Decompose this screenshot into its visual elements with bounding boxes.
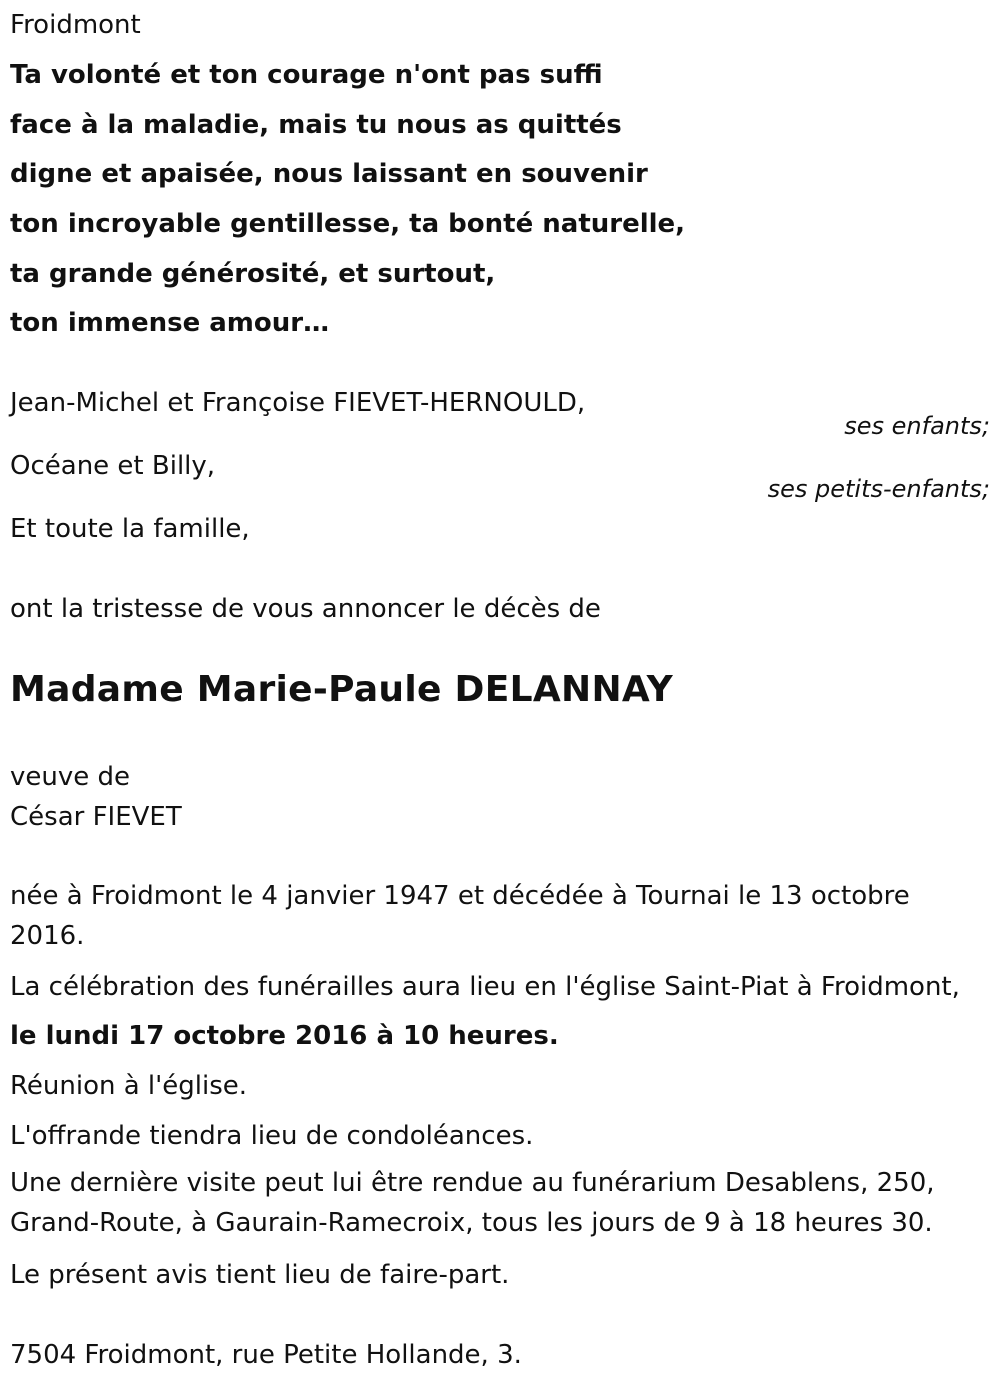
ceremony-text: La célébration des funérailles aura lieu en l'église Saint-Piat à Froidmont, [10,972,960,1002]
grandchildren-names: Océane et Billy, [10,451,216,481]
visit-text: Une dernière visite peut lui être rendue au funérarium Desablens, 250, Grand-Route, à Gaurain-Ramecroix, tous les jours de 9 à 18 heures 30. [10,1168,935,1238]
widow-label: veuve de [10,762,131,792]
town-heading: Froidmont [10,10,141,40]
offering-text: L'offrande tiendra lieu de condoléances. [10,1121,534,1151]
grandchildren-role: ses petits-enfants; [767,475,990,503]
birth-death-text: née à Froidmont le 4 janvier 1947 et décédée à Tournai le 13 octobre 2016. [10,881,910,951]
poem-line: face à la maladie, mais tu nous as quittés [10,110,622,140]
notice-text: Le présent avis tient lieu de faire-part. [10,1260,510,1290]
children-role: ses enfants; [844,412,990,440]
ceremony-date: le lundi 17 octobre 2016 à 10 heures. [10,1021,559,1051]
announcement: ont la tristesse de vous annoncer le décès de [10,594,601,624]
children-names: Jean-Michel et Françoise FIEVET-HERNOULD, [10,388,586,418]
spouse-name: César FIEVET [10,802,182,832]
poem-line: Ta volonté et ton courage n'ont pas suffi [10,60,603,90]
poem-line: ton incroyable gentillesse, ta bonté naturelle, [10,209,686,239]
meeting-text: Réunion à l'église. [10,1071,248,1101]
address: 7504 Froidmont, rue Petite Hollande, 3. [10,1340,522,1370]
poem-line: digne et apaisée, nous laissant en souvenir [10,159,648,189]
deceased-name: Madame Marie-Paule DELANNAY [10,669,673,710]
family-others: Et toute la famille, [10,514,250,544]
poem-line: ton immense amour… [10,308,330,338]
poem-line: ta grande générosité, et surtout, [10,259,496,289]
